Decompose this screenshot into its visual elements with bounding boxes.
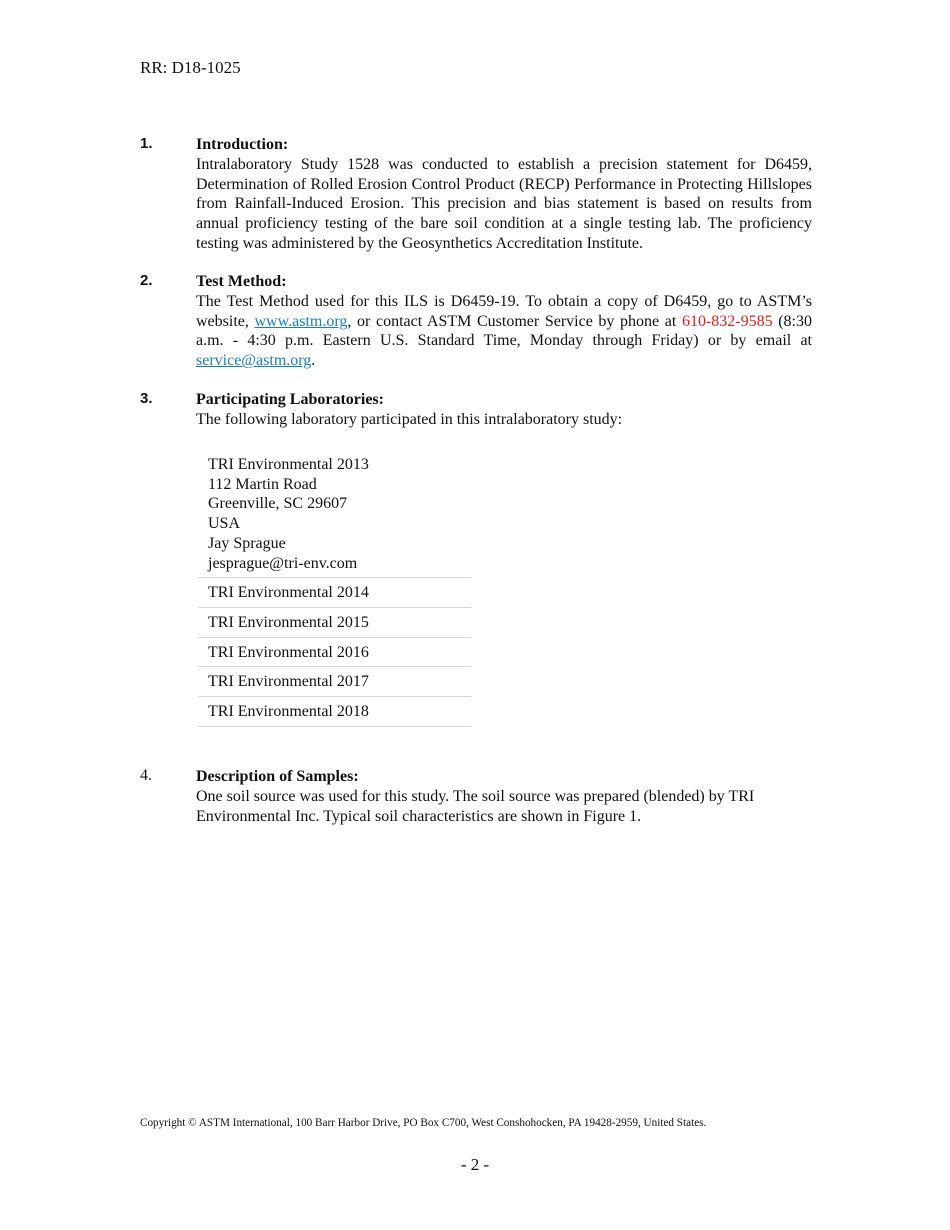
report-reference: RR: D18-1025: [140, 58, 241, 77]
text-fragment: .: [311, 352, 316, 370]
lab-address-cell: [198, 453, 471, 578]
table-row: [198, 637, 471, 667]
text-fragment: The Test Method used for this ILS is D6459-19. To obtain a copy of D6459, go to ASTM’s website,: [196, 292, 812, 330]
section-number: 4.: [140, 767, 152, 784]
section-description-of-samples: [140, 767, 812, 826]
customer-service-phone: 610-832-9585: [681, 312, 773, 330]
lab-name: TRI Environmental 2013: [208, 456, 369, 473]
section-title: Introduction:: [196, 136, 289, 153]
astm-website-link[interactable]: www.astm.org: [254, 312, 348, 330]
section-text: The following laboratory participated in this intralaboratory study:: [196, 410, 623, 428]
lab-country: USA: [208, 515, 241, 533]
section-text: Intralaboratory Study 1528 was conducted to establish a precision statement for D6459, Determination of Rolled Erosion Control Product (RECP) Performance in Protecting Hillslopes from Rainfall-Induced Erosion. This precision and bias statement is based on results from annual proficiency testing of the bare soil condition at a single testing lab. The proficiency testing was administered by the Geosynthetics Accreditation Institute.: [196, 155, 812, 252]
table-row: [198, 667, 471, 697]
lab-name: TRI Environmental 2014: [198, 578, 471, 608]
section-introduction: [140, 135, 812, 254]
table-row: [198, 578, 471, 608]
lab-name: TRI Environmental 2018: [198, 697, 471, 727]
section-title: Participating Laboratories:: [196, 391, 384, 408]
service-email-link[interactable]: service@astm.org: [196, 352, 312, 370]
lab-city: Greenville, SC 29607: [208, 495, 348, 513]
lab-name: TRI Environmental 2017: [198, 667, 471, 697]
lab-name: TRI Environmental 2015: [198, 607, 471, 637]
section-text-line: Environmental Inc. Typical soil characteristics are shown in Figure 1.: [196, 807, 642, 825]
lab-contact: Jay Sprague: [208, 534, 286, 552]
section-text: [196, 292, 812, 371]
section-participating-labs: [140, 390, 812, 430]
laboratory-table: [198, 453, 471, 727]
text-fragment: , or contact ASTM Customer Service by phone at: [347, 312, 682, 330]
section-number: 1.: [140, 135, 153, 152]
section-title: Description of Samples:: [196, 768, 359, 785]
page-number: - 2 -: [460, 1155, 490, 1174]
lab-email: jesprague@tri-env.com: [208, 554, 358, 572]
table-row: [198, 607, 471, 637]
lab-street: 112 Martin Road: [208, 475, 317, 493]
lab-name: TRI Environmental 2016: [198, 637, 471, 667]
copyright-notice: Copyright © ASTM International, 100 Barr Harbor Drive, PO Box C700, West Conshohocken, PA 19428-2959, United States.: [140, 1117, 707, 1129]
table-row: [198, 697, 471, 727]
section-test-method: [140, 272, 812, 371]
text-fragment: (8:30 a.m. - 4:30 p.m. Eastern U.S. Standard Time, Monday through Friday) or by email at: [196, 312, 813, 350]
section-text-line: One soil source was used for this study. The soil source was prepared (blended) by TRI: [196, 787, 755, 805]
section-title: Test Method:: [196, 273, 287, 290]
table-row: [198, 453, 471, 578]
section-number: 2.: [140, 272, 153, 289]
section-number: 3.: [140, 390, 153, 407]
